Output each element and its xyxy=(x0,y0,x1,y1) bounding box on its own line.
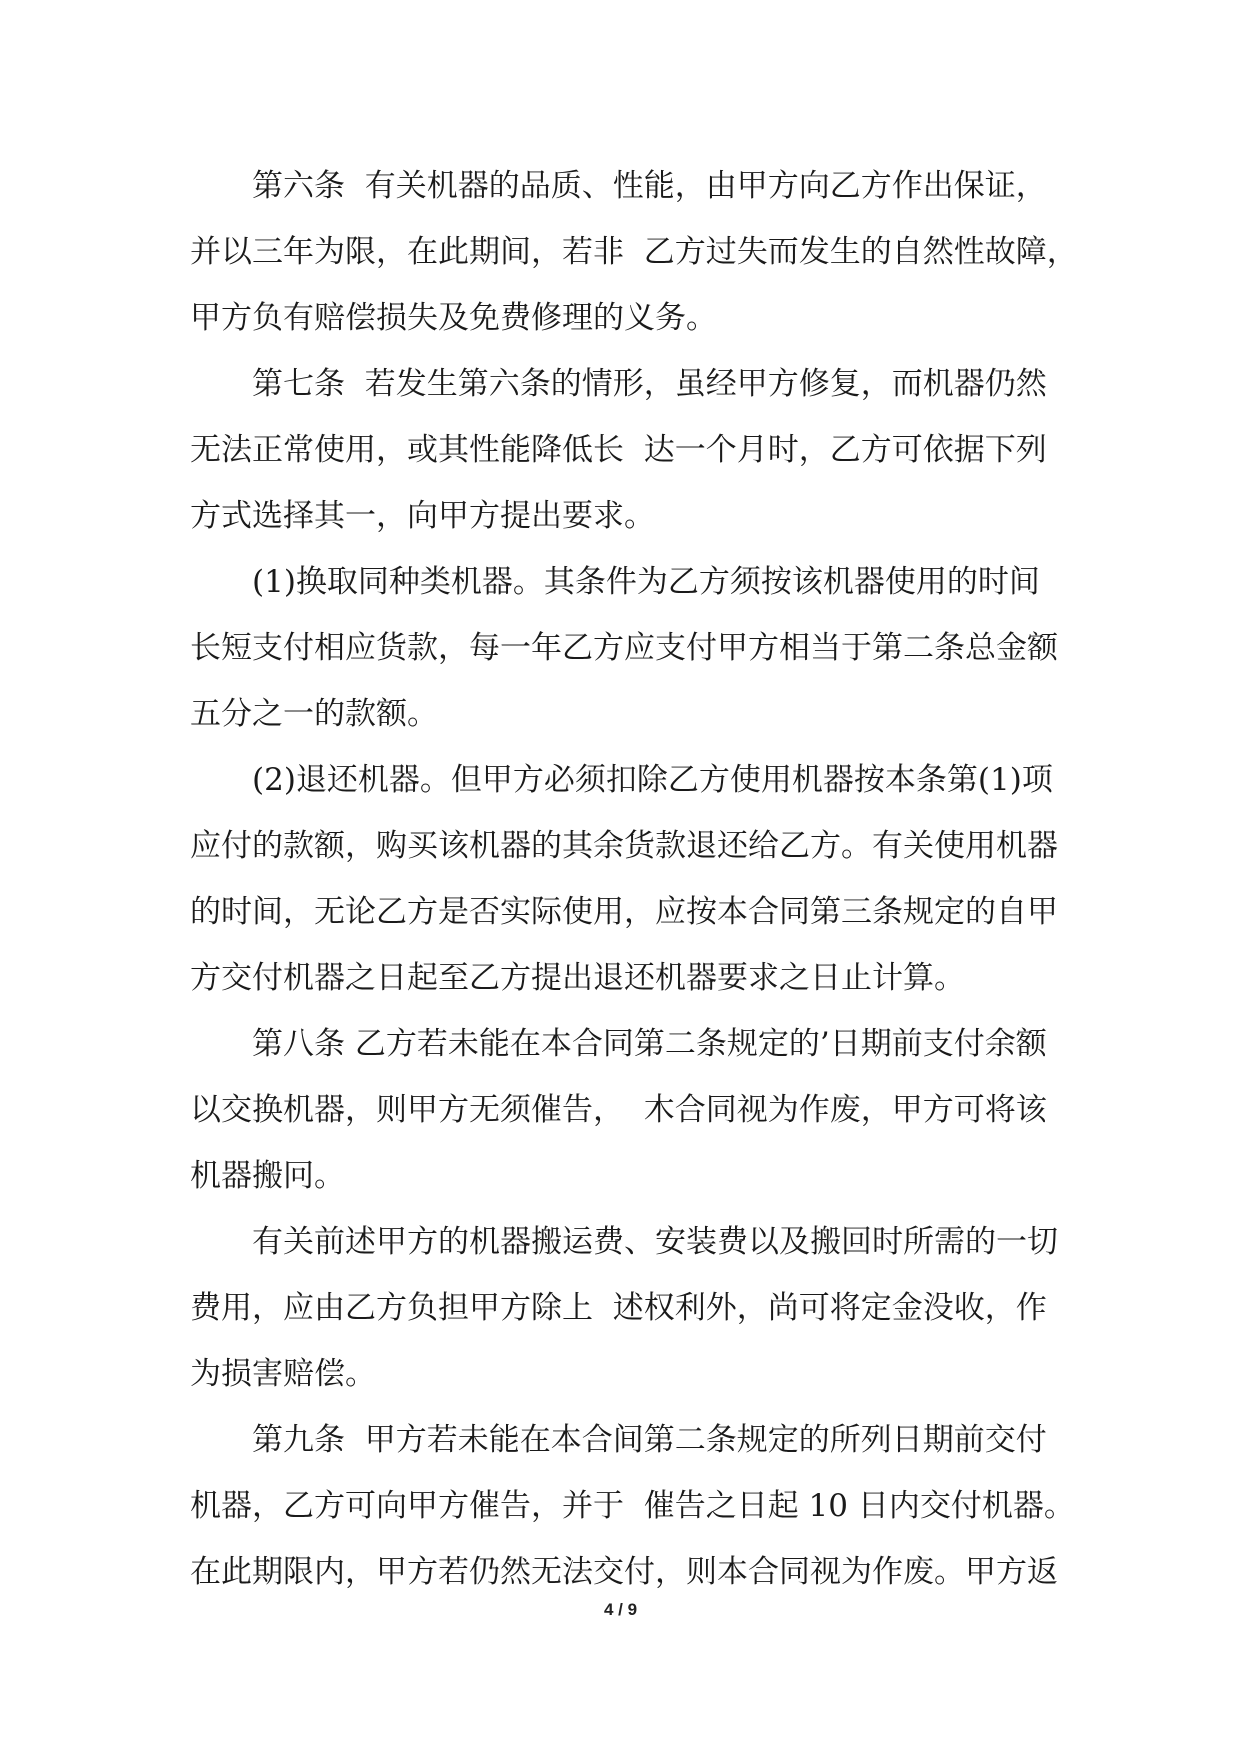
text-line: 第八条 乙方若未能在本合同第二条规定的’日期前支付余额 xyxy=(252,1026,1047,1062)
page-number: 4 / 9 xyxy=(603,1600,638,1619)
text-line: (1)换取同种类机器。其条件为乙方须按该机器使用的时间 xyxy=(252,564,1040,600)
text-line: 为损害赔偿。 xyxy=(190,1356,376,1392)
text-line: 费用，应由乙方负担甲方除上 述权利外，尚可将定金没收，作 xyxy=(190,1290,1047,1326)
text-line: 第七条 若发生第六条的情形，虽经甲方修复，而机器仍然 xyxy=(252,366,1047,402)
text-line: 机器，乙方可向甲方催告，并于 催告之日起 10 日内交付机器。 xyxy=(190,1488,1075,1524)
text-line: 甲方负有赔偿损失及免费修理的义务。 xyxy=(190,300,717,336)
text-line: 有关前述甲方的机器搬运费、安装费以及搬回时所需的一切 xyxy=(252,1224,1058,1260)
text-line: 方式选择其一，向甲方提出要求。 xyxy=(190,498,655,534)
text-line: 第九条 甲方若未能在本合间第二条规定的所列日期前交付 xyxy=(252,1422,1047,1458)
text-line: 的时间，无论乙方是否实际使用，应按本合同第三条规定的自甲 xyxy=(190,894,1058,930)
text-line: 长短支付相应货款，每一年乙方应支付甲方相当于第二条总金额 xyxy=(190,630,1058,666)
text-line: 应付的款额，购买该机器的其余货款退还给乙方。有关使用机器 xyxy=(190,828,1058,864)
text-line: 机器搬冋。 xyxy=(190,1158,345,1194)
text-line: 并以三年为限，在此期间，若非 乙方过失而发生的自然性故障， xyxy=(190,234,1078,270)
text-line: 第六条 有关机器的品质、性能，由甲方向乙方作出保证， xyxy=(252,168,1047,204)
text-line: 无法正常使用，或其性能降低长 达一个月时，乙方可依据下列 xyxy=(190,432,1047,468)
document-body xyxy=(190,153,1078,1605)
text-line: 五分之一的款额。 xyxy=(190,696,438,732)
text-line: 在此期限内，甲方若仍然无法交付，则本合同视为作废。甲方返 xyxy=(190,1554,1058,1590)
text-line: 方交付机器之日起至乙方提出退还机器要求之日止计算。 xyxy=(190,960,965,996)
text-line: 以交换机器，则甲方无须催告， 木合同视为作废，甲方可将该 xyxy=(190,1092,1047,1128)
text-line: (2)退还机器。但甲方必须扣除乙方使用机器按本条第(1)项 xyxy=(252,762,1053,798)
